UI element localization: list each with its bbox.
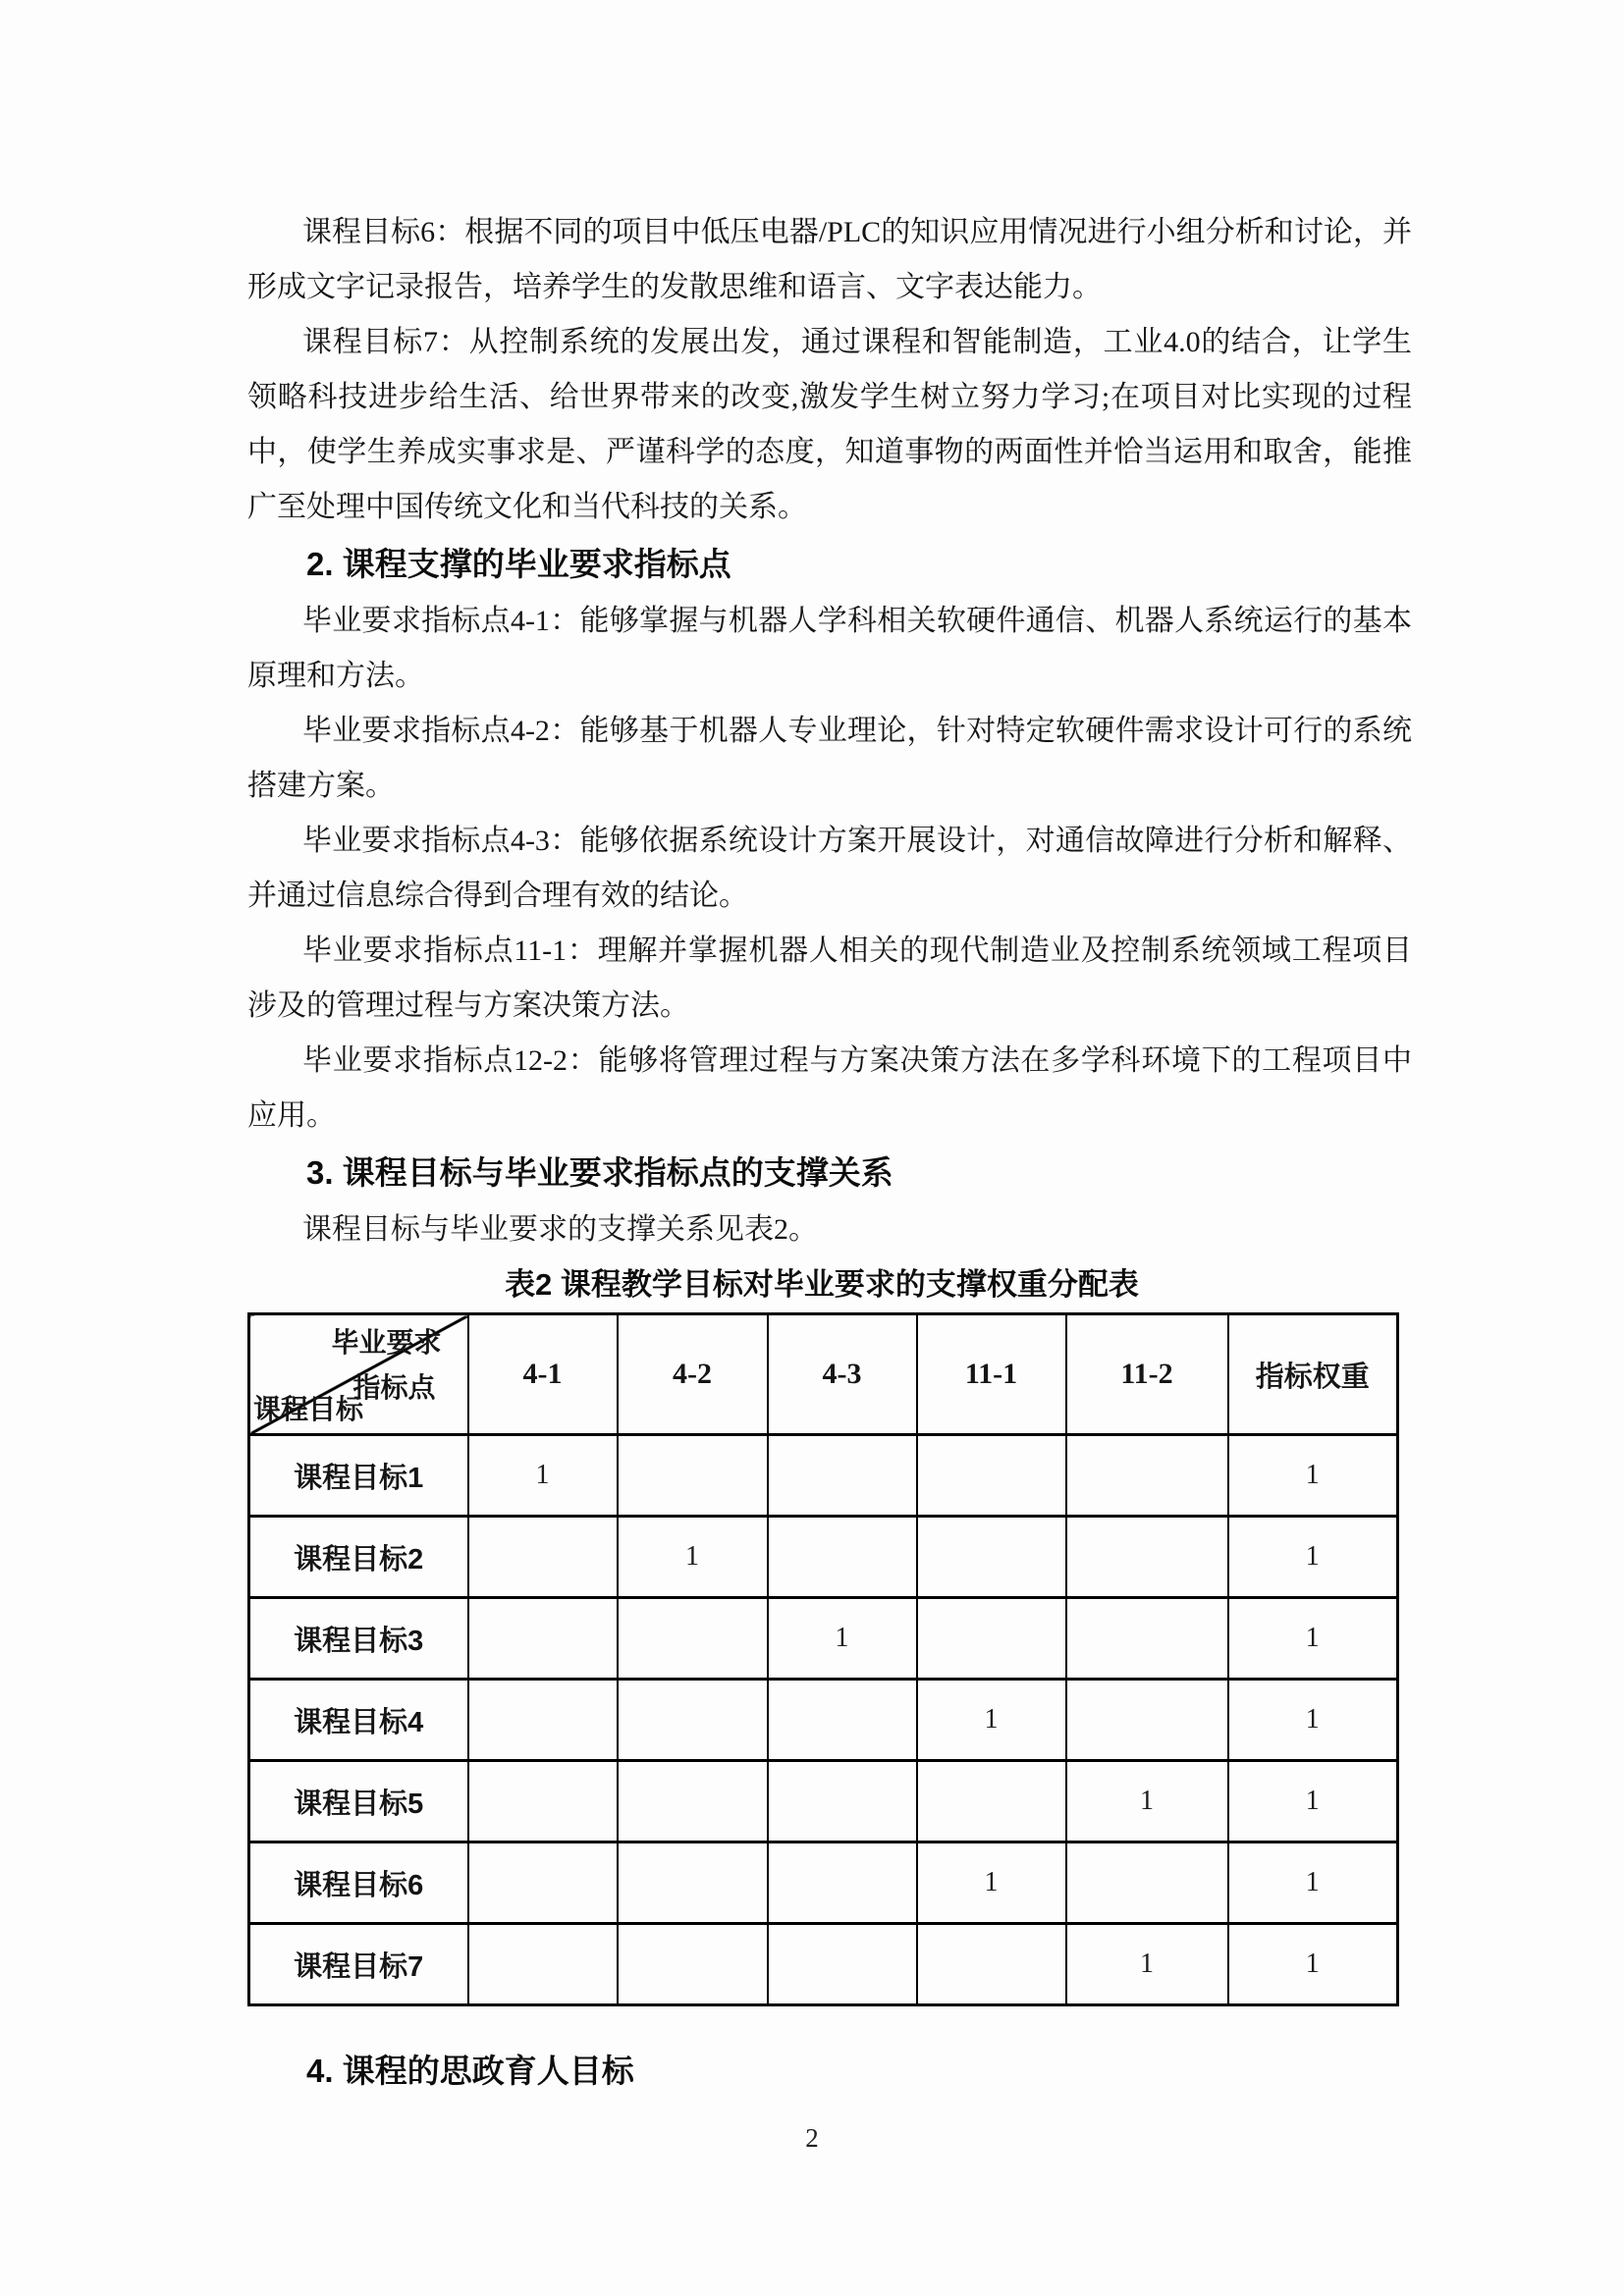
row-label: 课程目标2	[249, 1517, 468, 1598]
paragraph-course-goal-6: 课程目标6：根据不同的项目中低压电器/PLC的知识应用情况进行小组分析和讨论，并形成文字记录报告，培养学生的发散思维和语言、文字表达能力。	[247, 216, 1412, 303]
weight-cell: 1	[917, 1842, 1066, 1924]
text-block	[247, 205, 1412, 2101]
weight-cell: 1	[1228, 1680, 1398, 1761]
row-label: 课程目标3	[249, 1598, 468, 1680]
corner-label-graduation-req: 毕业要求	[331, 1327, 442, 1358]
row-label: 课程目标7	[249, 1924, 468, 2005]
weight-cell: 1	[618, 1517, 768, 1598]
weight-cell	[618, 1435, 768, 1517]
column-header-indicator-weight: 指标权重	[1228, 1314, 1398, 1435]
weight-cell	[468, 1842, 618, 1924]
section-2-heading: 2. 课程支撑的毕业要求指标点	[306, 546, 731, 582]
paragraph-indicator-12-2: 毕业要求指标点12-2：能够将管理过程与方案决策方法在多学科环境下的工程项目中应用。	[247, 1044, 1412, 1132]
column-header-4-2: 4-2	[618, 1314, 768, 1435]
row-label: 课程目标6	[249, 1842, 468, 1924]
weight-cell	[1066, 1842, 1228, 1924]
weight-cell	[468, 1924, 618, 2005]
weight-cell: 1	[1066, 1761, 1228, 1842]
row-label: 课程目标1	[249, 1435, 468, 1517]
weight-cell	[917, 1598, 1066, 1680]
table-caption: 表2 课程教学目标对毕业要求的支撑权重分配表	[505, 1267, 1139, 1302]
paragraph-indicator-11-1: 毕业要求指标点11-1：理解并掌握机器人相关的现代制造业及控制系统领域工程项目涉及的管理过程与方案决策方法。	[247, 934, 1412, 1022]
table-row	[249, 1517, 1398, 1598]
weight-cell: 1	[1066, 1924, 1228, 2005]
weight-cell	[468, 1761, 618, 1842]
paragraph-indicator-4-3: 毕业要求指标点4-3：能够依据系统设计方案开展设计，对通信故障进行分析和解释、并通过信息综合得到合理有效的结论。	[247, 825, 1412, 912]
weight-cell: 1	[1228, 1598, 1398, 1680]
weight-cell	[618, 1598, 768, 1680]
weight-cell	[618, 1842, 768, 1924]
weight-cell	[618, 1924, 768, 2005]
weight-cell	[768, 1435, 917, 1517]
weight-cell: 1	[1228, 1924, 1398, 2005]
table-row	[249, 1598, 1398, 1680]
weight-cell	[1066, 1598, 1228, 1680]
weight-cell	[917, 1517, 1066, 1598]
support-weight-table	[247, 1312, 1399, 2006]
table-body	[249, 1435, 1398, 2005]
corner-label-course-goal: 课程目标	[253, 1394, 364, 1424]
table-row	[249, 1761, 1398, 1842]
weight-cell	[768, 1517, 917, 1598]
table-row	[249, 1842, 1398, 1924]
section-3-heading: 3. 课程目标与毕业要求指标点的支撑关系	[306, 1154, 893, 1191]
weight-cell	[468, 1598, 618, 1680]
weight-cell: 1	[1228, 1517, 1398, 1598]
table-corner-cell	[249, 1314, 468, 1435]
table-row	[249, 1924, 1398, 2005]
weight-cell	[768, 1924, 917, 2005]
weight-cell	[468, 1680, 618, 1761]
weight-cell	[1066, 1680, 1228, 1761]
paragraph-indicator-4-2: 毕业要求指标点4-2：能够基于机器人专业理论，针对特定软硬件需求设计可行的系统搭建方案。	[247, 715, 1412, 802]
section-4-heading: 4. 课程的思政育人目标	[306, 2053, 634, 2089]
paragraph-indicator-4-1: 毕业要求指标点4-1：能够掌握与机器人学科相关软硬件通信、机器人系统运行的基本原理和方法。	[247, 605, 1412, 692]
weight-cell	[468, 1517, 618, 1598]
weight-cell	[618, 1680, 768, 1761]
weight-cell	[768, 1842, 917, 1924]
corner-label-indicator: 指标点	[352, 1372, 436, 1403]
column-header-4-3: 4-3	[768, 1314, 917, 1435]
table-header	[249, 1314, 1398, 1435]
column-header-11-1: 11-1	[917, 1314, 1066, 1435]
weight-cell	[917, 1435, 1066, 1517]
weight-cell: 1	[1228, 1761, 1398, 1842]
row-label: 课程目标4	[249, 1680, 468, 1761]
weight-cell	[768, 1761, 917, 1842]
paragraph-table-intro: 课程目标与毕业要求的支撑关系见表2。	[302, 1213, 818, 1246]
weight-cell	[917, 1924, 1066, 2005]
weight-cell: 1	[1228, 1842, 1398, 1924]
table-row	[249, 1435, 1398, 1517]
weight-cell	[917, 1761, 1066, 1842]
weight-cell	[768, 1680, 917, 1761]
weight-cell: 1	[468, 1435, 618, 1517]
column-header-4-1: 4-1	[468, 1314, 618, 1435]
weight-cell	[618, 1761, 768, 1842]
table-row	[249, 1680, 1398, 1761]
column-header-11-2: 11-2	[1066, 1314, 1228, 1435]
weight-cell	[1066, 1435, 1228, 1517]
weight-cell	[1066, 1517, 1228, 1598]
weight-cell: 1	[768, 1598, 917, 1680]
weight-cell: 1	[917, 1680, 1066, 1761]
row-label: 课程目标5	[249, 1761, 468, 1842]
table-header-row	[249, 1314, 1398, 1435]
page-number: 2	[805, 2123, 819, 2153]
weight-cell: 1	[1228, 1435, 1398, 1517]
paragraph-course-goal-7: 课程目标7：从控制系统的发展出发，通过课程和智能制造，工业4.0的结合，让学生领略科技进步给生活、给世界带来的改变,激发学生树立努力学习;在项目对比实现的过程中，使学生养成实事求是、严谨科学的态度，知道事物的两面性并恰当运用和取舍，能推广至处理中国传统文化和当代科技的关系。	[247, 326, 1412, 523]
